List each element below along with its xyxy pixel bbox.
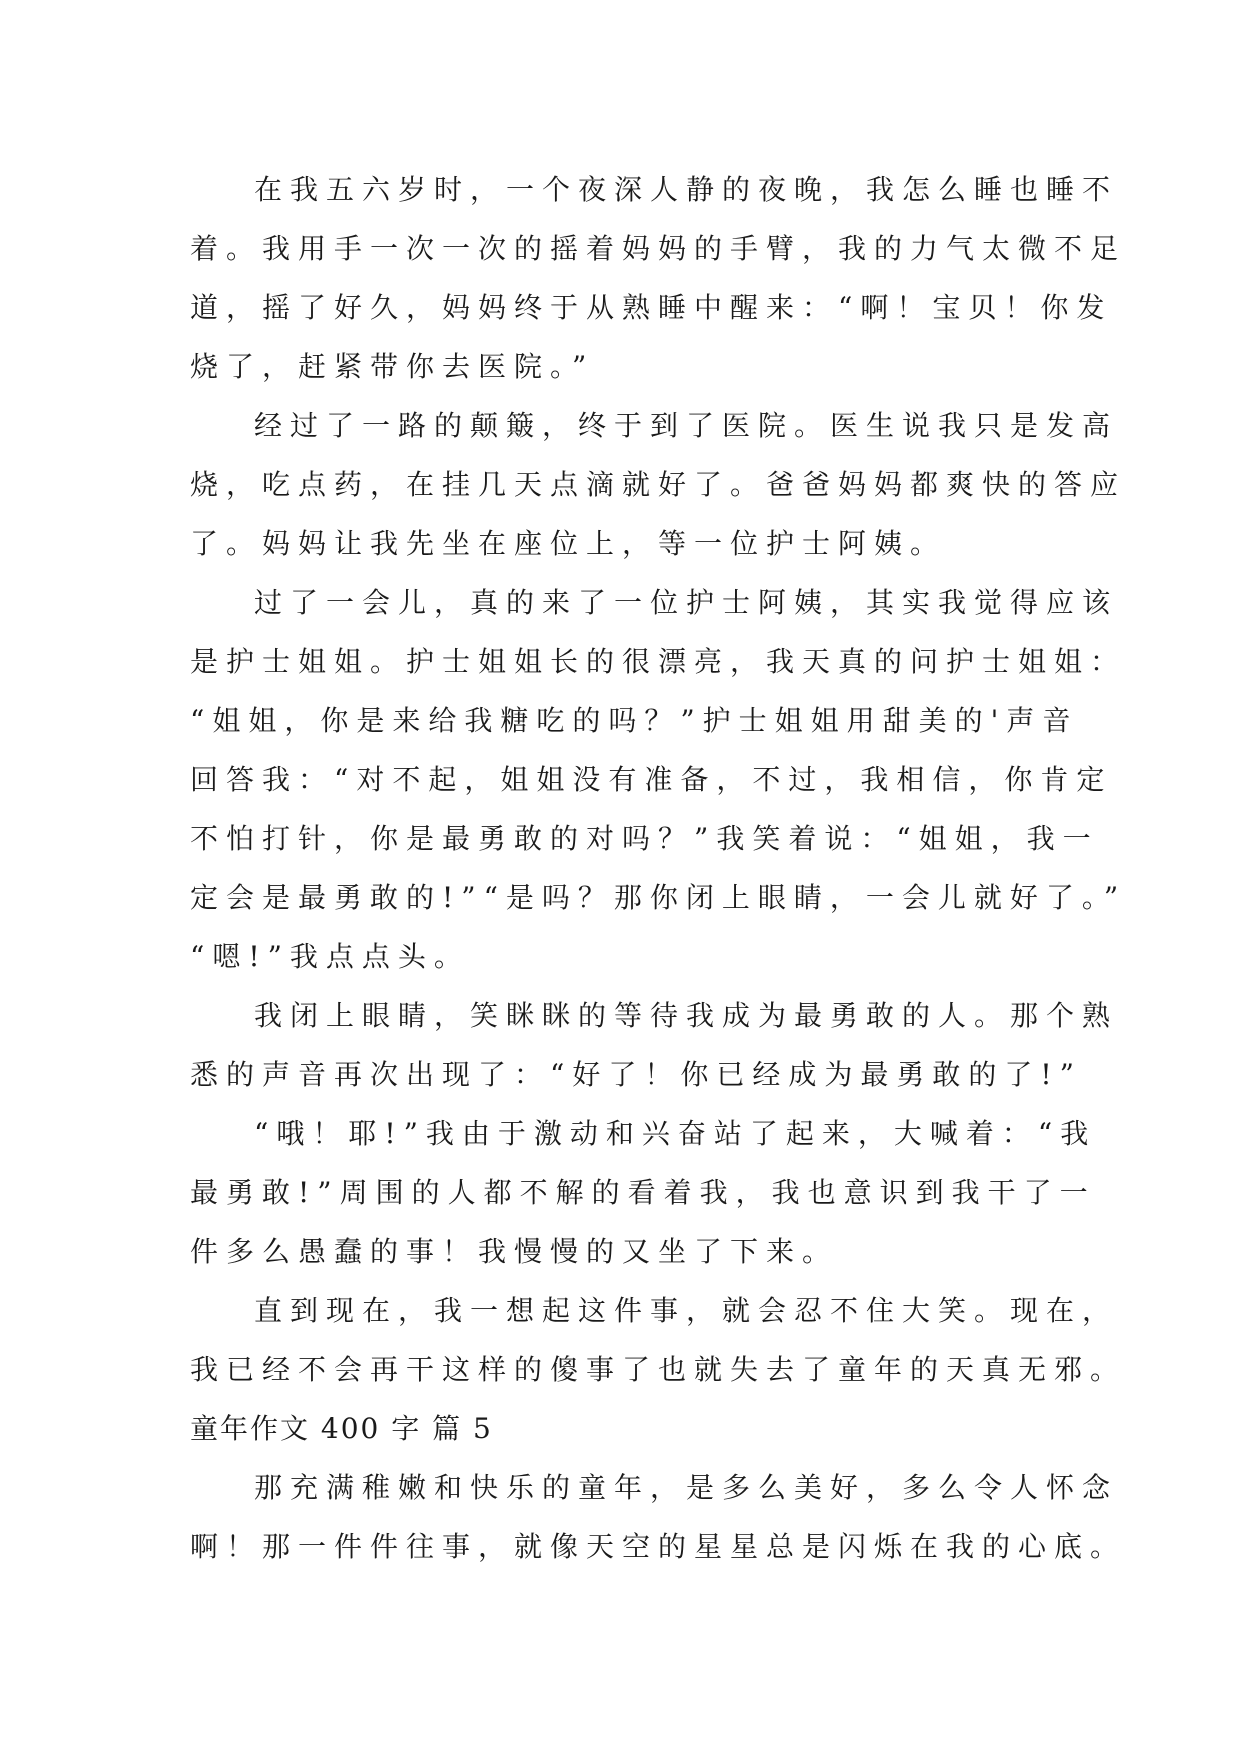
paragraph-1 [190,160,1127,396]
text-line: 是护士姐姐。护士姐姐长的很漂亮，我天真的问护士姐姐： [190,645,1127,678]
paragraph-6 [190,1281,1127,1399]
text-line: 着。我用手一次一次的摇着妈妈的手臂，我的力气太微不足 [190,232,1127,265]
section-heading: 童年作文 400 字 篇 5 [190,1412,493,1445]
text-line: 我已经不会再干这样的傻事了也就失去了童年的天真无邪。 [190,1353,1127,1386]
text-line: “嗯!”我点点头。 [190,940,470,973]
text-line: “哦！耶!”我由于激动和兴奋站了起来，大喊着：“我 [254,1117,1097,1150]
text-line: 啊！那一件件往事，就像天空的星星总是闪烁在我的心底。 [190,1530,1127,1563]
text-line: 我闭上眼睛，笑眯眯的等待我成为最勇敢的人。那个熟 [254,999,1119,1032]
text-line: 件多么愚蠢的事！我慢慢的又坐了下来。 [190,1235,839,1268]
text-line: 过了一会儿，真的来了一位护士阿姨，其实我觉得应该 [254,586,1119,619]
text-line: 直到现在，我一想起这件事，就会忍不住大笑。现在， [254,1294,1119,1327]
document-body [190,160,1127,1576]
paragraph-5 [190,1104,1097,1281]
text-line: 烧了，赶紧带你去医院。” [190,350,595,383]
closing-paragraph [190,1458,1127,1576]
text-line: 定会是最勇敢的!”“是吗？那你闭上眼睛，一会儿就好了。” [190,881,1127,914]
text-line: 道，摇了好久，妈妈终于从熟睡中醒来：“啊！宝贝！你发 [190,291,1113,324]
text-line: 经过了一路的颠簸，终于到了医院。医生说我只是发高 [254,409,1119,442]
text-line: “姐姐，你是来给我糖吃的吗？”护士姐姐用甜美的'声音 [190,704,1079,737]
text-line: 不怕打针，你是最勇敢的对吗？”我笑着说：“姐姐，我一 [190,822,1099,855]
text-line: 了。妈妈让我先坐在座位上，等一位护士阿姨。 [190,527,947,560]
paragraph-4 [190,986,1119,1104]
text-line: 悉的声音再次出现了：“好了！你已经成为最勇敢的了!” [190,1058,1082,1091]
paragraph-3 [190,573,1127,986]
text-line: 在我五六岁时，一个夜深人静的夜晚，我怎么睡也睡不 [254,173,1119,206]
text-line: 烧，吃点药，在挂几天点滴就好了。爸爸妈妈都爽快的答应 [190,468,1127,501]
paragraph-2 [190,396,1127,573]
text-line: 回答我：“对不起，姐姐没有准备，不过，我相信，你肯定 [190,763,1113,796]
text-line: 最勇敢!”周围的人都不解的看着我，我也意识到我干了一 [190,1176,1096,1209]
text-line: 那充满稚嫩和快乐的童年，是多么美好，多么令人怀念 [254,1471,1119,1504]
